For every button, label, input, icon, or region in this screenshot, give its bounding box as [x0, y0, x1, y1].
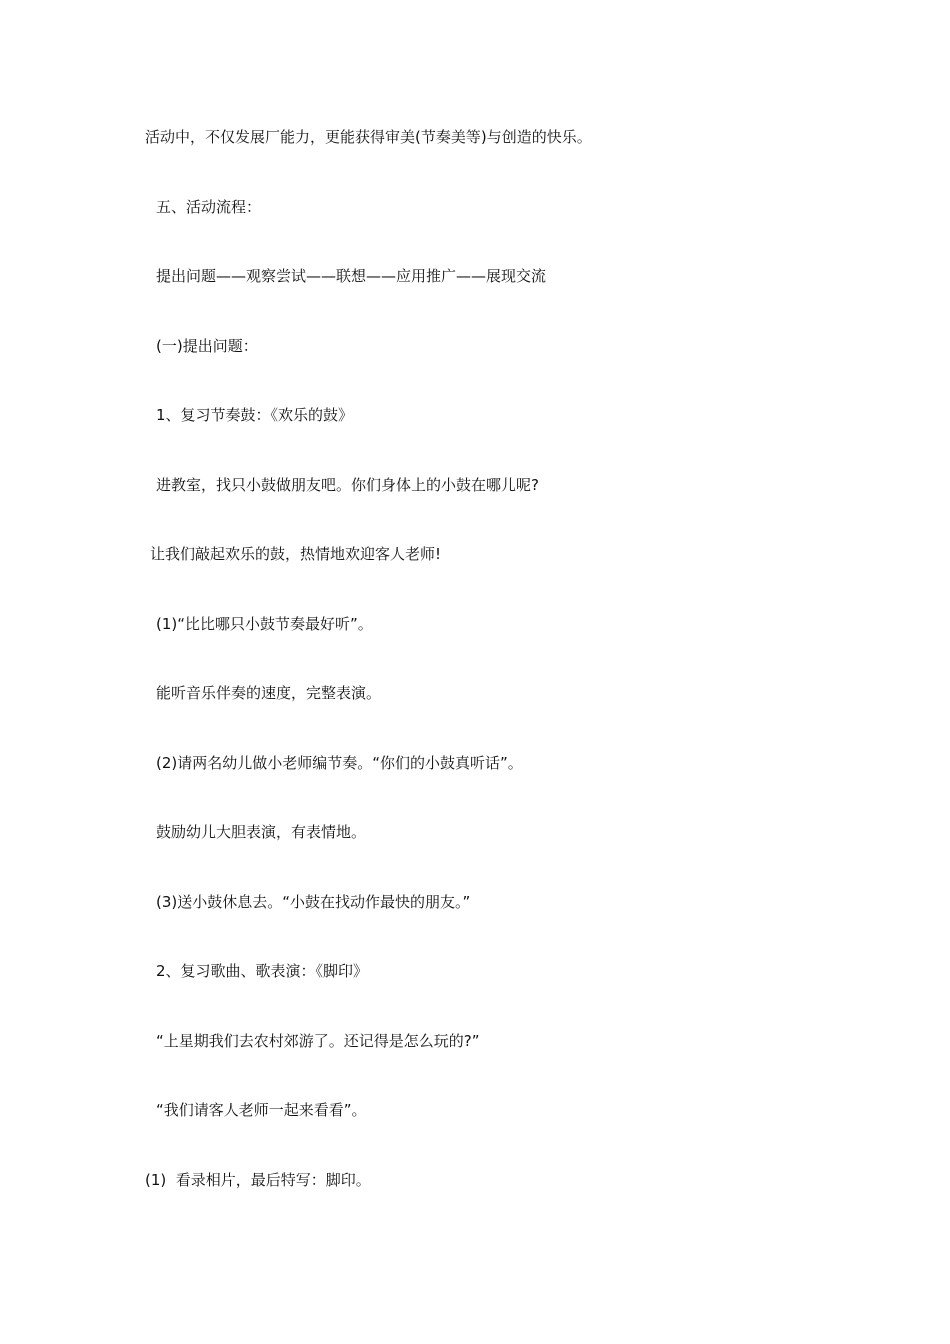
heading-item-one: 1、复习节奏鼓：《欢乐的鼓》: [156, 406, 354, 424]
heading-item-two: 2、复习歌曲、歌表演：《脚印》: [156, 962, 369, 980]
paragraph-step-2: (2)请两名幼儿做小老师编节奏。“你们的小鼓真听话”。: [156, 754, 523, 772]
heading-activity-process: 五、活动流程：: [156, 198, 262, 216]
heading-section-one: (一)提出问题：: [156, 337, 258, 355]
paragraph-invite-guests: “我们请客人老师一起来看看”。: [156, 1101, 367, 1119]
paragraph-activity-goal: 活动中，不仅发展厂能力，更能获得审美(节奏美等)与创造的快乐。: [145, 128, 592, 146]
paragraph-process-flow: 提出问题——观察尝试——联想——应用推广——展现交流: [156, 267, 547, 285]
paragraph-enter-classroom: 进教室，找只小鼓做朋友吧。你们身体上的小鼓在哪儿呢?: [156, 476, 539, 494]
paragraph-last-week: “上星期我们去农村郊游了。还记得是怎么玩的?”: [156, 1032, 480, 1050]
paragraph-step-2-note: 鼓励幼儿大胆表演，有表情地。: [156, 823, 367, 841]
paragraph-step-1: (1)“比比哪只小鼓节奏最好听”。: [156, 615, 373, 633]
paragraph-watch-video: (1) 看录相片，最后特写：脚印。: [145, 1171, 371, 1189]
paragraph-step-1-note: 能听音乐伴奏的速度，完整表演。: [156, 684, 382, 702]
paragraph-step-3: (3)送小鼓休息去。“小鼓在找动作最快的朋友。”: [156, 893, 471, 911]
paragraph-welcome-guests: 让我们敲起欢乐的鼓，热情地欢迎客人老师!: [150, 545, 442, 563]
